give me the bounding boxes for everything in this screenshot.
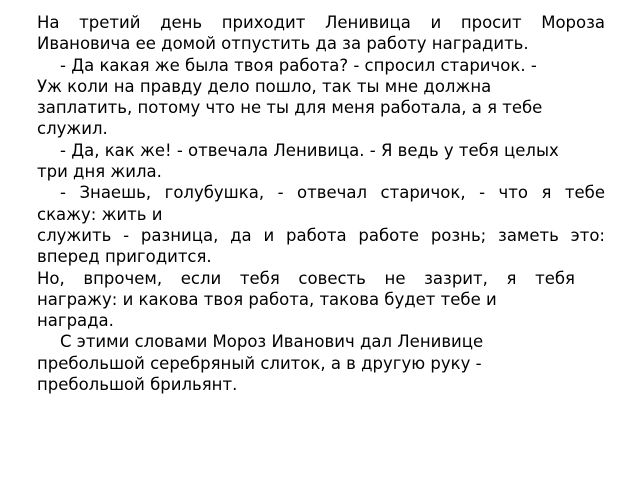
text-line: пребольшой брильянт. [37, 375, 238, 395]
text-line: С этими словами Мороз Иванович дал Ленивице [60, 332, 484, 352]
text-line: пребольшой серебряный слиток, а в другую руку - [37, 353, 482, 373]
text-line: Уж коли на правду дело пошло, так ты мне должна [37, 76, 492, 96]
text-line: награжу: и какова твоя работа, такова будет тебе и [37, 289, 497, 309]
text-line: - Знаешь, голубушка, - отвечал старичок, - что я тебе [60, 183, 605, 203]
text-line: заплатить, потому что не ты для меня работала, а я тебе [37, 98, 543, 118]
text-line: три дня жила. [37, 162, 162, 182]
text-line: вперед пригодится. [37, 247, 212, 267]
text-line: - Да какая же была твоя работа? - спросил старичок. - [60, 55, 537, 75]
text-line: служить - разница, да и работа работе рознь; заметь это: [37, 225, 605, 245]
text-line: - Да, как же! - отвечала Ленивица. - Я ведь у тебя целых [60, 140, 559, 160]
text-line: Ивановича ее домой отпустить да за работу наградить. [37, 34, 529, 54]
story-text [37, 12, 605, 395]
text-line: служил. [37, 119, 108, 139]
text-line: Но, впрочем, если тебя совесть не зазрит, я тебя [37, 268, 575, 288]
text-line: награда. [37, 311, 114, 331]
text-line: скажу: жить и [37, 204, 163, 224]
text-line: На третий день приходит Ленивица и просит Мороза [37, 13, 605, 32]
